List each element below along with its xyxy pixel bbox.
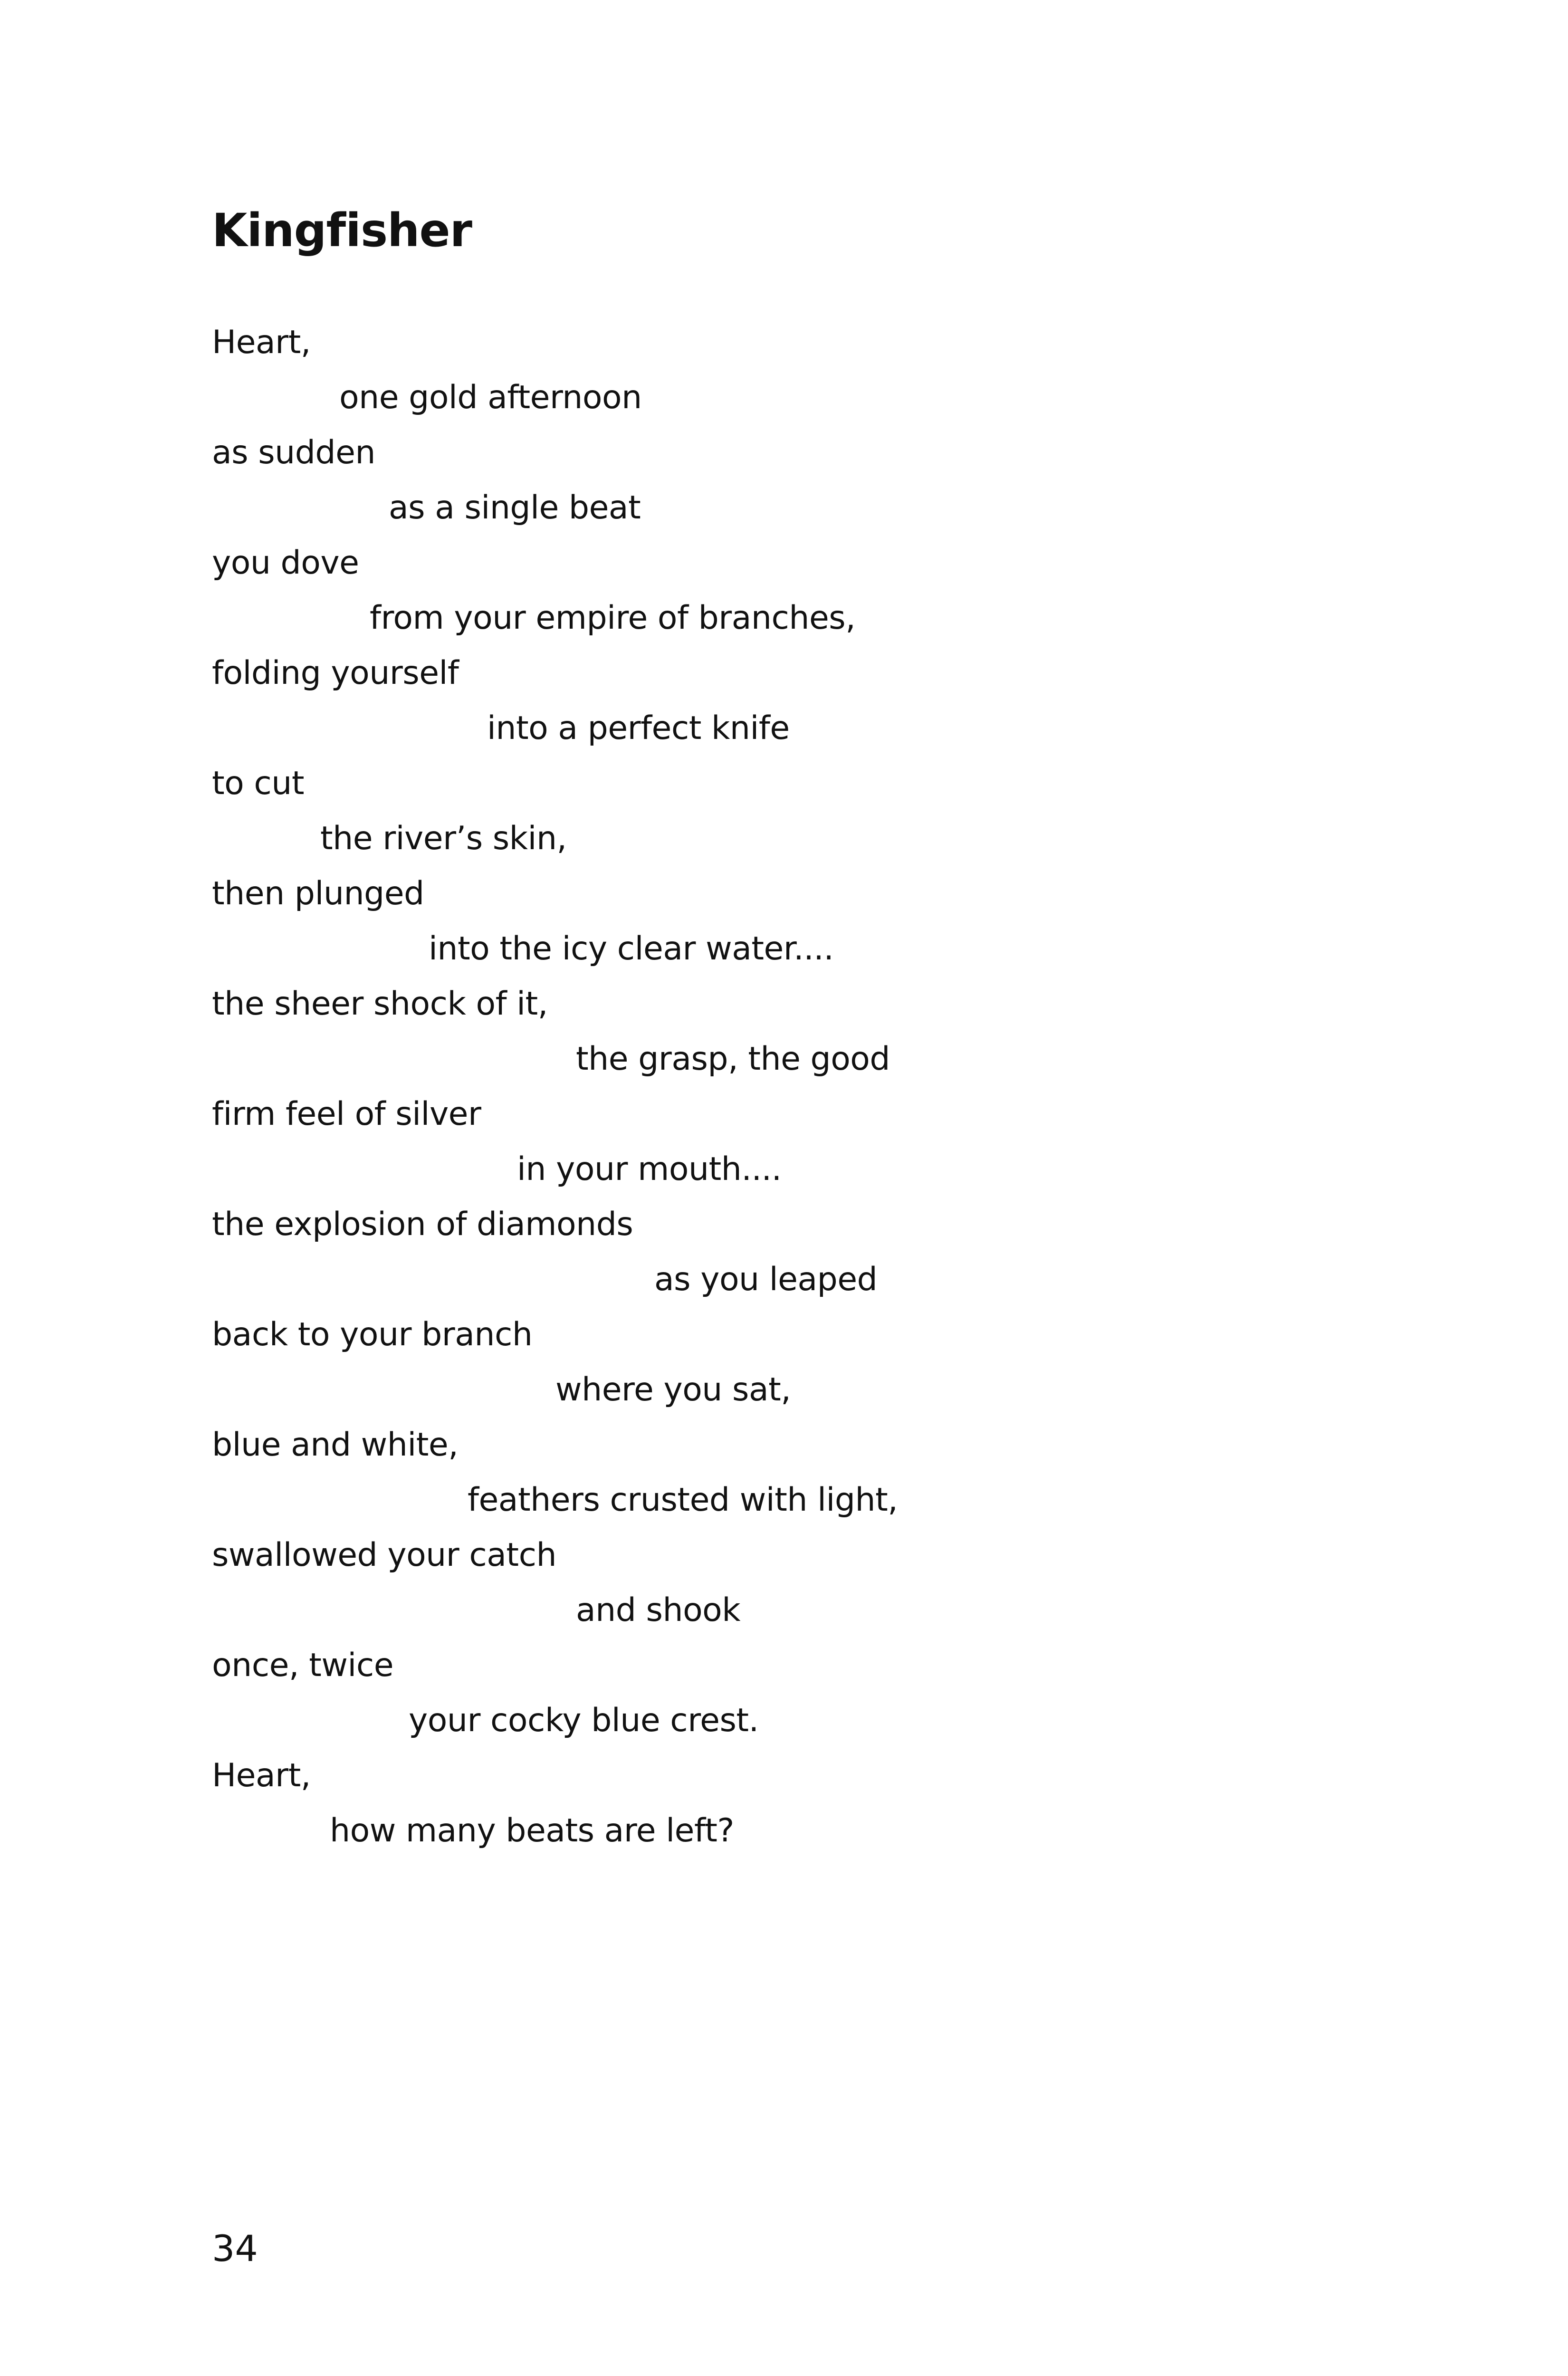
poem-line: you dove	[212, 544, 359, 582]
poem-line: one gold afternoon	[339, 379, 642, 416]
poem-line: feathers crusted with light,	[468, 1481, 898, 1519]
poem-line: the river’s skin,	[320, 820, 567, 857]
poem-line: as sudden	[212, 434, 375, 471]
poem-title: Kingfisher	[212, 204, 472, 257]
poem-line: firm feel of silver	[212, 1095, 481, 1133]
poem-line: to cut	[212, 765, 305, 802]
poem-line: Heart,	[212, 324, 311, 361]
poem-line: then plunged	[212, 875, 424, 912]
poem-line: Heart,	[212, 1757, 311, 1794]
poem-line: once, twice	[212, 1647, 394, 1684]
poem-line: the explosion of diamonds	[212, 1206, 633, 1243]
poem-line: from your empire of branches,	[370, 599, 856, 637]
poem-line: and shook	[576, 1591, 741, 1629]
poem-line: blue and white,	[212, 1426, 459, 1464]
poem-line: swallowed your catch	[212, 1536, 557, 1574]
poem-line: as you leaped	[654, 1261, 878, 1298]
poem-line: where you sat,	[555, 1371, 791, 1408]
poem-line: into a perfect knife	[487, 709, 790, 747]
poem-line: as a single beat	[389, 489, 641, 527]
poem-line: how many beats are left?	[330, 1812, 734, 1849]
poem-line: back to your branch	[212, 1316, 533, 1353]
poem-line: in your mouth....	[517, 1150, 782, 1188]
poem-line: the grasp, the good	[576, 1040, 890, 1078]
poem-line: folding yourself	[212, 654, 459, 692]
poem-line: your cocky blue crest.	[409, 1702, 759, 1739]
poem-line: into the icy clear water....	[429, 930, 834, 968]
poem-line: the sheer shock of it,	[212, 985, 548, 1023]
page-number: 34	[212, 2227, 258, 2270]
